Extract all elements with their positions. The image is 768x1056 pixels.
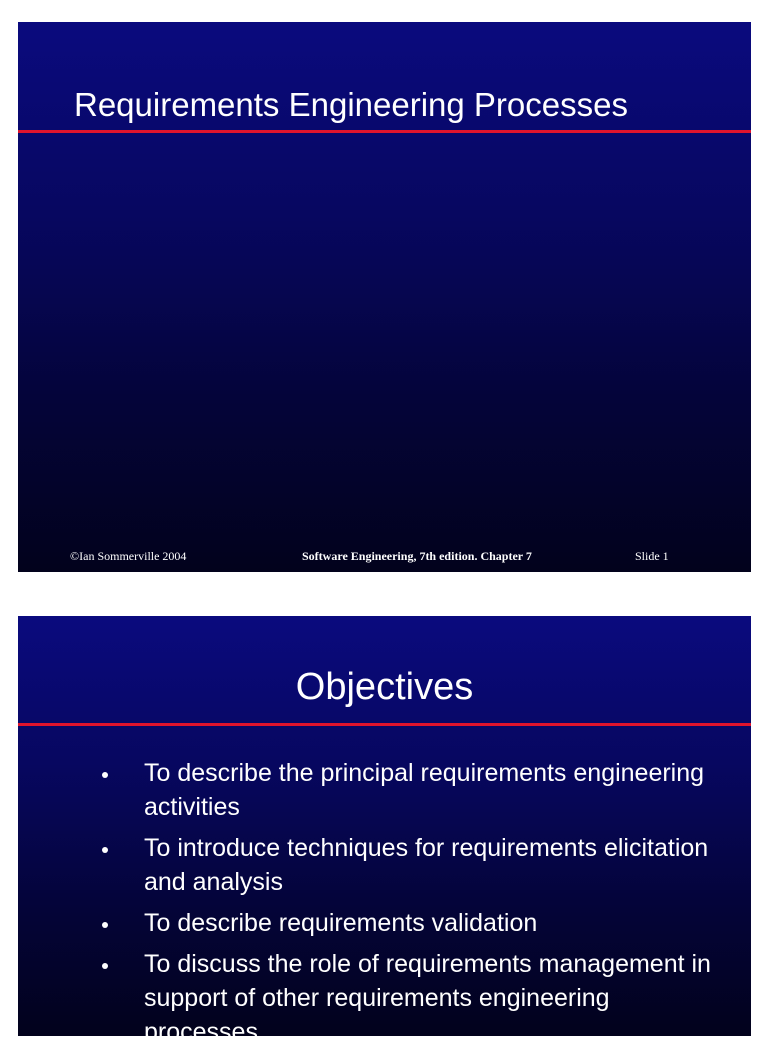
bullet-text: To describe requirements validation [144, 909, 538, 937]
slide-2 [18, 616, 751, 1046]
title-divider [18, 723, 751, 726]
bullet-item [18, 906, 751, 940]
bullet-dot-icon [102, 922, 108, 928]
title-divider [18, 130, 751, 133]
slide-1 [18, 22, 751, 572]
footer-copyright: ©Ian Sommerville 2004 [70, 549, 187, 563]
bullet-dot-icon [102, 847, 108, 853]
bullet-item [18, 756, 751, 824]
bullet-text: To describe the principal requirements engineering activities [144, 759, 705, 821]
bullet-item [18, 947, 751, 1049]
bullet-list [18, 756, 751, 1056]
bullet-dot-icon [102, 772, 108, 778]
slide-title: Requirements Engineering Processes [74, 86, 628, 123]
bullet-text: To introduce techniques for requirements elicitation and analysis [144, 834, 709, 896]
footer-book-title: Software Engineering, 7th edition. Chapter 7 [302, 549, 532, 563]
footer-slide-number: Slide 1 [635, 549, 669, 563]
slide-title: Objectives [295, 666, 474, 708]
bullet-text: To discuss the role of requirements management in support of other requirements engineering processes [144, 950, 711, 1046]
bullet-dot-icon [102, 963, 108, 969]
bullet-item [18, 831, 751, 899]
